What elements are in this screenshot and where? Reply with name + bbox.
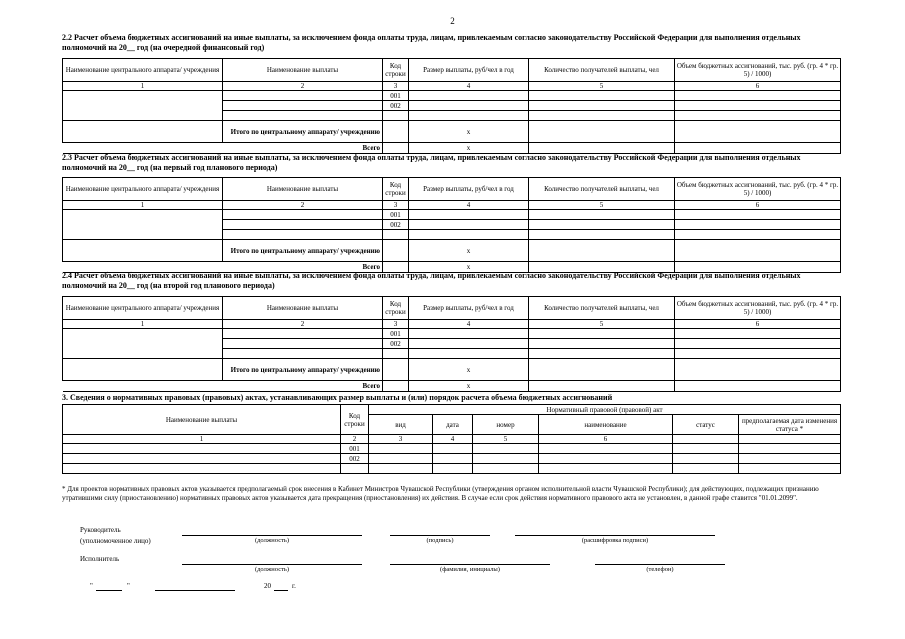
header-number: номер	[473, 415, 539, 435]
phone-caption: (телефон)	[646, 566, 674, 573]
total-label: Всего	[63, 381, 383, 392]
amount-cell[interactable]	[409, 101, 529, 111]
volume-cell[interactable]	[675, 381, 841, 392]
number-cell[interactable]	[473, 454, 539, 464]
payment-cell[interactable]	[223, 91, 383, 101]
volume-cell[interactable]	[675, 240, 841, 262]
recipients-cell[interactable]	[529, 329, 675, 339]
code-cell	[383, 349, 409, 359]
col-number: 1	[63, 82, 223, 91]
recipients-cell[interactable]	[529, 381, 675, 392]
amount-cell[interactable]	[409, 220, 529, 230]
row-code: 001	[383, 210, 409, 220]
org-cell[interactable]	[63, 210, 223, 240]
recipients-cell[interactable]	[529, 220, 675, 230]
recipients-cell[interactable]	[529, 339, 675, 349]
footnote: * Для проектов нормативных правовых актов указывается предполагаемый срок внесения в Кабинет Министров Чувашской Республики (утверждения органом исполнительной власти Чувашской Республики); для действующих, подлежащих признанию утратившими силу (приостановлению) нормативных правовых актов указывается дата прекращения (приостановления) их действия. В случае если срок действия нормативного правового акта не установлен, в данной графе ставится "01.01.2099".	[62, 485, 819, 502]
volume-cell[interactable]	[675, 349, 841, 359]
date-cell[interactable]	[433, 454, 473, 464]
col-number: 5	[529, 201, 675, 210]
col-number: 2	[223, 82, 383, 91]
code-cell	[383, 143, 409, 154]
amount-cell[interactable]	[409, 230, 529, 240]
title-cell[interactable]	[539, 444, 673, 454]
recipients-cell[interactable]	[529, 359, 675, 381]
col-number: 1	[63, 201, 223, 210]
recipients-cell[interactable]	[529, 240, 675, 262]
col-number: 2	[223, 201, 383, 210]
col-number: 1	[63, 435, 341, 444]
position-caption: (должность)	[254, 537, 290, 544]
org-cell[interactable]	[63, 329, 223, 359]
section-title-line2: полномочий на 20__ год (на очередной финансовый год)	[62, 43, 265, 52]
payment-name-cell[interactable]	[63, 444, 341, 454]
kind-cell[interactable]	[369, 454, 433, 464]
header-volume: Объем бюджетных ассигнований, тыс. руб. (гр. 4 * гр. 5) / 1000)	[675, 178, 841, 201]
code-cell	[383, 240, 409, 262]
section-2-3-title	[62, 153, 842, 173]
total-label: Всего	[63, 143, 383, 154]
col-number: 2	[341, 435, 369, 444]
x-mark: x	[409, 359, 529, 381]
volume-cell[interactable]	[675, 101, 841, 111]
recipients-cell[interactable]	[529, 121, 675, 143]
x-mark: x	[409, 240, 529, 262]
col-number: 6	[539, 435, 673, 444]
title-cell[interactable]	[539, 454, 673, 464]
code-cell	[383, 230, 409, 240]
section-2-4-title	[62, 271, 842, 291]
payment-cell[interactable]	[223, 329, 383, 339]
recipients-cell[interactable]	[529, 101, 675, 111]
header-status-change: предполагаемая дата изменения статуса *	[739, 415, 841, 435]
date-month-line[interactable]	[155, 590, 235, 591]
date-year-line[interactable]	[274, 590, 288, 591]
date-day-line[interactable]	[96, 590, 122, 591]
recipients-cell[interactable]	[529, 210, 675, 220]
col-number: 5	[529, 82, 675, 91]
decoding-line[interactable]	[515, 535, 715, 536]
header-status: статус	[673, 415, 739, 435]
code-cell	[383, 111, 409, 121]
header-code: Код строки	[383, 178, 409, 201]
header-date: дата	[433, 415, 473, 435]
section-3-title: 3. Сведения о нормативных правовых (правовых) актах, устанавливающих размер выплаты и (или) порядок расчета объема бюджетных ассигнований	[62, 393, 613, 402]
row-code: 001	[383, 91, 409, 101]
header-recipients: Количество получателей выплаты, чел	[529, 178, 675, 201]
payment-cell[interactable]	[223, 101, 383, 111]
decoding-caption: (расшифровка подписи)	[581, 537, 649, 544]
code-cell	[383, 121, 409, 143]
date-cell[interactable]	[433, 464, 473, 474]
row-code: 002	[383, 220, 409, 230]
row-code: 001	[383, 329, 409, 339]
blank-cell	[63, 240, 223, 262]
date-quote-open: "	[90, 582, 93, 590]
col-number: 6	[675, 201, 841, 210]
header-code: Код строки	[341, 405, 369, 435]
calc-table-2-4	[62, 296, 841, 392]
header-volume: Объем бюджетных ассигнований, тыс. руб. (гр. 4 * гр. 5) / 1000)	[675, 59, 841, 82]
status-cell[interactable]	[673, 444, 739, 454]
head-label: Руководитель	[80, 526, 121, 534]
col-number: 3	[383, 82, 409, 91]
executor-position-caption: (должность)	[254, 566, 290, 573]
kind-cell[interactable]	[369, 464, 433, 474]
subtotal-label: Итого по центральному аппарату/ учреждению	[223, 359, 383, 381]
volume-cell[interactable]	[675, 111, 841, 121]
row-code: 001	[341, 444, 369, 454]
payment-name-cell[interactable]	[63, 454, 341, 464]
volume-cell[interactable]	[675, 143, 841, 154]
header-title: наименование	[539, 415, 673, 435]
recipients-cell[interactable]	[529, 349, 675, 359]
status-change-cell[interactable]	[739, 464, 841, 474]
payment-cell[interactable]	[223, 230, 383, 240]
status-change-cell[interactable]	[739, 444, 841, 454]
header-code: Код строки	[383, 297, 409, 320]
header-org: Наименование центрального аппарата/ учреждения	[63, 59, 223, 82]
blank-cell	[63, 121, 223, 143]
x-mark: x	[409, 121, 529, 143]
status-cell[interactable]	[673, 464, 739, 474]
col-number: 3	[383, 320, 409, 329]
amount-cell[interactable]	[409, 349, 529, 359]
header-amount: Размер выплаты, руб/чел в год	[409, 59, 529, 82]
signature-line[interactable]	[390, 535, 490, 536]
header-recipients: Количество получателей выплаты, чел	[529, 297, 675, 320]
col-number: 1	[63, 320, 223, 329]
col-number: 4	[409, 82, 529, 91]
page-number: 2	[450, 16, 455, 26]
col-number: 6	[675, 82, 841, 91]
recipients-cell[interactable]	[529, 230, 675, 240]
recipients-cell[interactable]	[529, 91, 675, 101]
payment-cell[interactable]	[223, 349, 383, 359]
code-cell	[383, 381, 409, 392]
header-act-group: Нормативный правовой (правовой) акт	[369, 405, 841, 415]
payment-cell[interactable]	[223, 111, 383, 121]
section-2-2-title	[62, 33, 842, 53]
header-amount: Размер выплаты, руб/чел в год	[409, 297, 529, 320]
payment-cell[interactable]	[223, 220, 383, 230]
amount-cell[interactable]	[409, 111, 529, 121]
col-number: 4	[433, 435, 473, 444]
phone-line[interactable]	[595, 564, 725, 565]
total-label: Всего	[63, 262, 383, 273]
header-kind: вид	[369, 415, 433, 435]
volume-cell[interactable]	[675, 359, 841, 381]
payment-cell[interactable]	[223, 210, 383, 220]
header-payment: Наименование выплаты	[223, 59, 383, 82]
amount-cell[interactable]	[409, 339, 529, 349]
col-number: 3	[369, 435, 433, 444]
header-name: Наименование выплаты	[63, 405, 341, 435]
date-suffix: г.	[292, 582, 296, 590]
header-volume: Объем бюджетных ассигнований, тыс. руб. (гр. 4 * гр. 5) / 1000)	[675, 297, 841, 320]
col-number: 6	[675, 320, 841, 329]
volume-cell[interactable]	[675, 339, 841, 349]
status-cell[interactable]	[673, 454, 739, 464]
org-cell[interactable]	[63, 91, 223, 121]
code-cell	[383, 359, 409, 381]
executor-position-line[interactable]	[182, 564, 362, 565]
col-number: 5	[529, 320, 675, 329]
row-code: 002	[383, 101, 409, 111]
x-mark: x	[409, 262, 529, 273]
col-number: 2	[223, 320, 383, 329]
x-mark: x	[409, 143, 529, 154]
blank-cell	[63, 359, 223, 381]
position-line[interactable]	[182, 535, 362, 536]
volume-cell[interactable]	[675, 210, 841, 220]
title-cell[interactable]	[539, 464, 673, 474]
executor-label: Исполнитель	[80, 555, 120, 563]
header-recipients: Количество получателей выплаты, чел	[529, 59, 675, 82]
volume-cell[interactable]	[675, 121, 841, 143]
amount-cell[interactable]	[409, 329, 529, 339]
col-number: 3	[383, 201, 409, 210]
date-cell[interactable]	[433, 444, 473, 454]
subtotal-label: Итого по центральному аппарату/ учреждению	[223, 121, 383, 143]
subtotal-label: Итого по центральному аппарату/ учреждению	[223, 240, 383, 262]
amount-cell[interactable]	[409, 91, 529, 101]
header-payment: Наименование выплаты	[223, 178, 383, 201]
section-title-line1: 2.2 Расчет объема бюджетных ассигнований на иные выплаты, за исключением фонда оплаты труда, лицам, привлекаемым согласно законодательству Российской Федерации для выполнения отдельных	[62, 33, 801, 42]
row-code: 002	[383, 339, 409, 349]
col-number	[673, 435, 739, 444]
recipients-cell[interactable]	[529, 143, 675, 154]
col-number	[739, 435, 841, 444]
col-number: 4	[409, 320, 529, 329]
header-payment: Наименование выплаты	[223, 297, 383, 320]
header-org: Наименование центрального аппарата/ учреждения	[63, 297, 223, 320]
date-quote-close: "	[127, 582, 130, 590]
amount-cell[interactable]	[409, 210, 529, 220]
col-number: 5	[473, 435, 539, 444]
section-title-line1: 2.3 Расчет объема бюджетных ассигнований на иные выплаты, за исключением фонда оплаты труда, лицам, привлекаемым согласно законодательству Российской Федерации для выполнения отдельных	[62, 153, 801, 162]
number-cell[interactable]	[473, 444, 539, 454]
kind-cell[interactable]	[369, 444, 433, 454]
calc-table-2-2	[62, 58, 841, 154]
fio-caption: (фамилия, инициалы)	[440, 566, 500, 573]
date-year-prefix: 20	[264, 582, 271, 590]
section-title-line1: 2.4 Расчет объема бюджетных ассигнований на иные выплаты, за исключением фонда оплаты труда, лицам, привлекаемым согласно законодательству Российской Федерации для выполнения отдельных	[62, 271, 801, 280]
section-title-line2: полномочий на 20__ год (на первый год планового периода)	[62, 163, 278, 172]
signature-caption: (подпись)	[426, 537, 454, 544]
status-change-cell[interactable]	[739, 454, 841, 464]
row-code: 002	[341, 454, 369, 464]
number-cell[interactable]	[473, 464, 539, 474]
header-org: Наименование центрального аппарата/ учреждения	[63, 178, 223, 201]
volume-cell[interactable]	[675, 220, 841, 230]
col-number: 4	[409, 201, 529, 210]
payment-name-cell[interactable]	[63, 464, 341, 474]
volume-cell[interactable]	[675, 329, 841, 339]
header-code: Код строки	[383, 59, 409, 82]
head-sub-label: (уполномоченное лицо)	[80, 537, 151, 545]
fio-line[interactable]	[390, 564, 550, 565]
code-cell	[341, 464, 369, 474]
acts-table	[62, 404, 841, 474]
volume-cell[interactable]	[675, 91, 841, 101]
volume-cell[interactable]	[675, 230, 841, 240]
payment-cell[interactable]	[223, 339, 383, 349]
section-title-line2: полномочий на 20__ год (на второй год планового периода)	[62, 281, 275, 290]
header-amount: Размер выплаты, руб/чел в год	[409, 178, 529, 201]
recipients-cell[interactable]	[529, 111, 675, 121]
x-mark: x	[409, 381, 529, 392]
calc-table-2-3	[62, 177, 841, 273]
